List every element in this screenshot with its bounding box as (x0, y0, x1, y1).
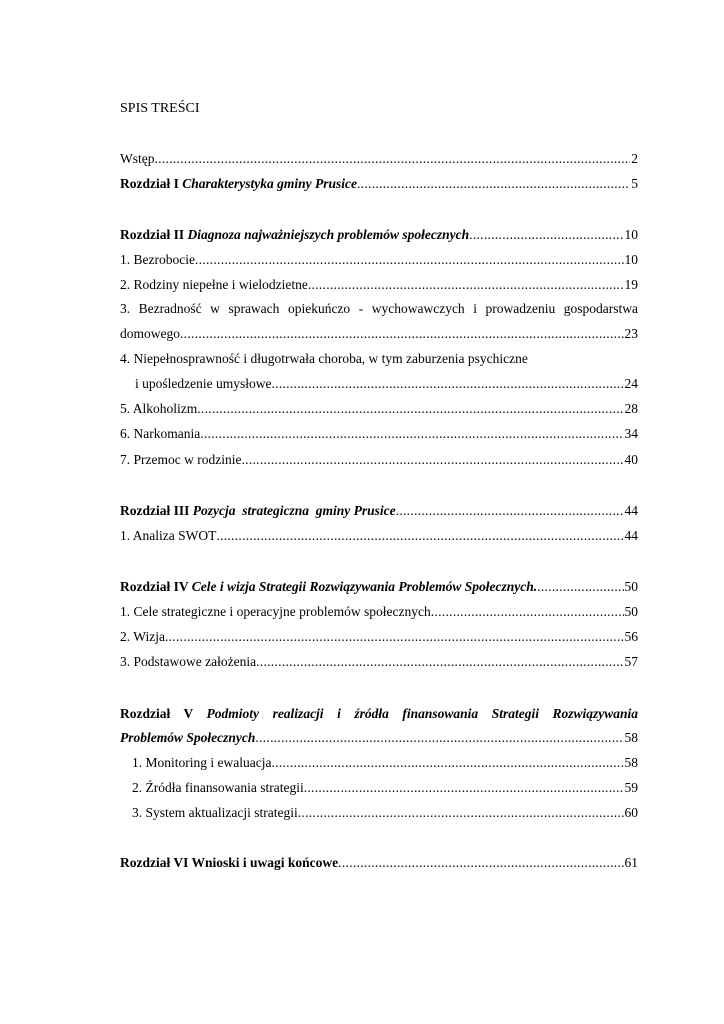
toc-entry-przemoc[interactable] (120, 450, 638, 470)
toc-page-number: 58 (624, 730, 638, 745)
toc-entry-zrodla[interactable] (132, 778, 638, 798)
toc-page-number: 5 (631, 176, 638, 191)
chapter-prefix: Rozdział II (120, 227, 185, 242)
toc-leader-dots (255, 728, 623, 748)
toc-entry-bezrobocie[interactable] (120, 250, 638, 270)
toc-leader-dots (338, 853, 623, 873)
toc-chapter-label (120, 577, 537, 597)
toc-page-number: 50 (624, 604, 638, 619)
chapter-title: Diagnoza najważniejszych problemów społecznych (187, 227, 470, 242)
toc-chapter-1[interactable] (120, 174, 638, 194)
chapter-title: Rozdział VI Wnioski i uwagi końcowe (120, 855, 339, 870)
toc-entry-zalozenia[interactable] (120, 652, 638, 672)
chapter-prefix: Rozdział III (120, 503, 190, 518)
toc-leader-dots (308, 275, 624, 295)
toc-page-number: 61 (624, 855, 638, 870)
toc-leader-dots (241, 450, 623, 470)
toc-leader-dots (271, 753, 623, 773)
toc-leader-dots (180, 324, 624, 344)
chapter-title-word: i (337, 706, 341, 721)
toc-entry-aktualizacja[interactable] (132, 803, 638, 823)
toc-entry-label: 1. Analiza SWOT (120, 528, 217, 543)
chapter-title-word: finansowania (402, 706, 479, 721)
toc-entry-label: i upośledzenie umysłowe (135, 376, 272, 391)
toc-leader-dots (165, 627, 624, 647)
toc-entry-niepelnosprawnosc[interactable] (135, 374, 638, 394)
toc-page-number: 10 (624, 227, 638, 242)
toc-entry-label: 7. Przemoc w rodzinie (120, 452, 242, 467)
toc-entry-wizja[interactable] (120, 627, 638, 647)
toc-page-number: 28 (624, 401, 638, 416)
toc-entry-narkomania[interactable] (120, 424, 638, 444)
toc-page-number: 50 (624, 579, 638, 594)
toc-chapter-label (120, 501, 396, 521)
toc-chapter-label (120, 853, 338, 873)
toc-entry-wstep[interactable] (120, 149, 638, 169)
toc-entry-label: 1. Monitoring i ewaluacja (132, 755, 272, 770)
chapter-title: Charakterystyka gminy Prusice (182, 176, 357, 191)
toc-entry-label: 1. Bezrobocie (120, 252, 195, 267)
toc-leader-dots (216, 526, 623, 546)
toc-page-number: 19 (624, 277, 638, 292)
toc-page-number: 57 (624, 654, 638, 669)
chapter-prefix: Rozdział IV (120, 579, 189, 594)
toc-leader-dots (200, 424, 623, 444)
toc-page-number: 59 (624, 780, 638, 795)
toc-page-number: 60 (624, 805, 638, 820)
toc-entry-cele[interactable] (120, 602, 638, 622)
toc-page-number: 44 (624, 528, 638, 543)
toc-leader-dots (197, 399, 623, 419)
toc-page-number: 24 (624, 376, 638, 391)
chapter-title: Cele i wizja Strategii Rozwiązywania Problemów Społecznych. (191, 579, 538, 594)
chapter-title-word: Rozwiązywania (552, 706, 638, 721)
toc-chapter-5[interactable] (120, 728, 638, 748)
toc-entry-label: domowego (120, 326, 180, 341)
toc-entry-swot[interactable] (120, 526, 638, 546)
toc-entry-label: 5. Alkoholizm (120, 401, 198, 416)
toc-entry-label: 6. Narkomania (120, 426, 201, 441)
toc-leader-dots (271, 374, 623, 394)
chapter-title-line2: Problemów Społecznych (120, 730, 256, 745)
toc-leader-dots (357, 174, 630, 194)
chapter-prefix: Rozdział I (120, 176, 179, 191)
toc-entry-label: 3. System aktualizacji strategii (132, 805, 298, 820)
toc-leader-dots (155, 149, 631, 169)
toc-entry-niepelnosprawnosc-line1[interactable] (120, 349, 620, 369)
toc-chapter-2[interactable] (120, 225, 638, 245)
toc-entry-label: 3. Podstawowe założenia (120, 654, 257, 669)
chapter-title-word: Strategii (491, 706, 539, 721)
toc-page-number: 10 (624, 252, 638, 267)
toc-entry-label: 1. Cele strategiczne i operacyjne problemów społecznych (120, 604, 431, 619)
toc-leader-dots (537, 577, 623, 597)
toc-entry-rodziny[interactable] (120, 275, 638, 295)
toc-leader-dots (396, 501, 624, 521)
toc-leader-dots (298, 803, 624, 823)
chapter-prefix: Rozdział V (120, 706, 194, 721)
toc-chapter-5-line1[interactable] (120, 704, 638, 724)
toc-leader-dots (431, 602, 624, 622)
toc-page-number: 2 (631, 151, 638, 166)
toc-entry-bezradnosc[interactable] (120, 324, 638, 344)
toc-page-number: 40 (624, 452, 638, 467)
toc-leader-dots (304, 778, 624, 798)
toc-leader-dots (195, 250, 624, 270)
toc-entry-label: 2. Rodziny niepełne i wielodzietne (120, 277, 308, 292)
toc-entry-bezradnosc-line1[interactable]: 3. Bezradność w sprawach opiekuńczo - wychowawczych i prowadzeniu gospodarstwa (120, 301, 638, 316)
toc-entry-label: 2. Wizja (120, 629, 165, 644)
toc-page-number: 58 (624, 755, 638, 770)
chapter-title-word: Podmioty (206, 706, 260, 721)
toc-chapter-6[interactable] (120, 853, 638, 873)
toc-entry-label: Wstęp (120, 151, 155, 166)
toc-page-number: 23 (624, 326, 638, 341)
chapter-title-word: źródła (354, 706, 389, 721)
page-title: SPIS TREŚCI (120, 101, 200, 116)
toc-chapter-4[interactable] (120, 577, 638, 597)
toc-chapter-label (120, 174, 357, 194)
toc-entry-alkoholizm[interactable] (120, 399, 638, 419)
toc-page-number: 56 (624, 629, 638, 644)
toc-chapter-label (120, 225, 469, 245)
toc-chapter-3[interactable] (120, 501, 638, 521)
chapter-title: Pozycja strategiczna gminy Prusice (192, 503, 396, 518)
toc-entry-label: 2. Źródła finansowania strategii (132, 780, 304, 795)
toc-page-number: 34 (624, 426, 638, 441)
toc-chapter-label (120, 728, 255, 748)
chapter-title-word: realizacji (272, 706, 324, 721)
toc-entry-label: 4. Niepełnosprawność i długotrwała choroba, w tym zaburzenia psychiczne (120, 351, 528, 366)
toc-page-number: 44 (624, 503, 638, 518)
toc-entry-monitoring[interactable] (132, 753, 638, 773)
toc-leader-dots (256, 652, 623, 672)
toc-leader-dots (469, 225, 623, 245)
